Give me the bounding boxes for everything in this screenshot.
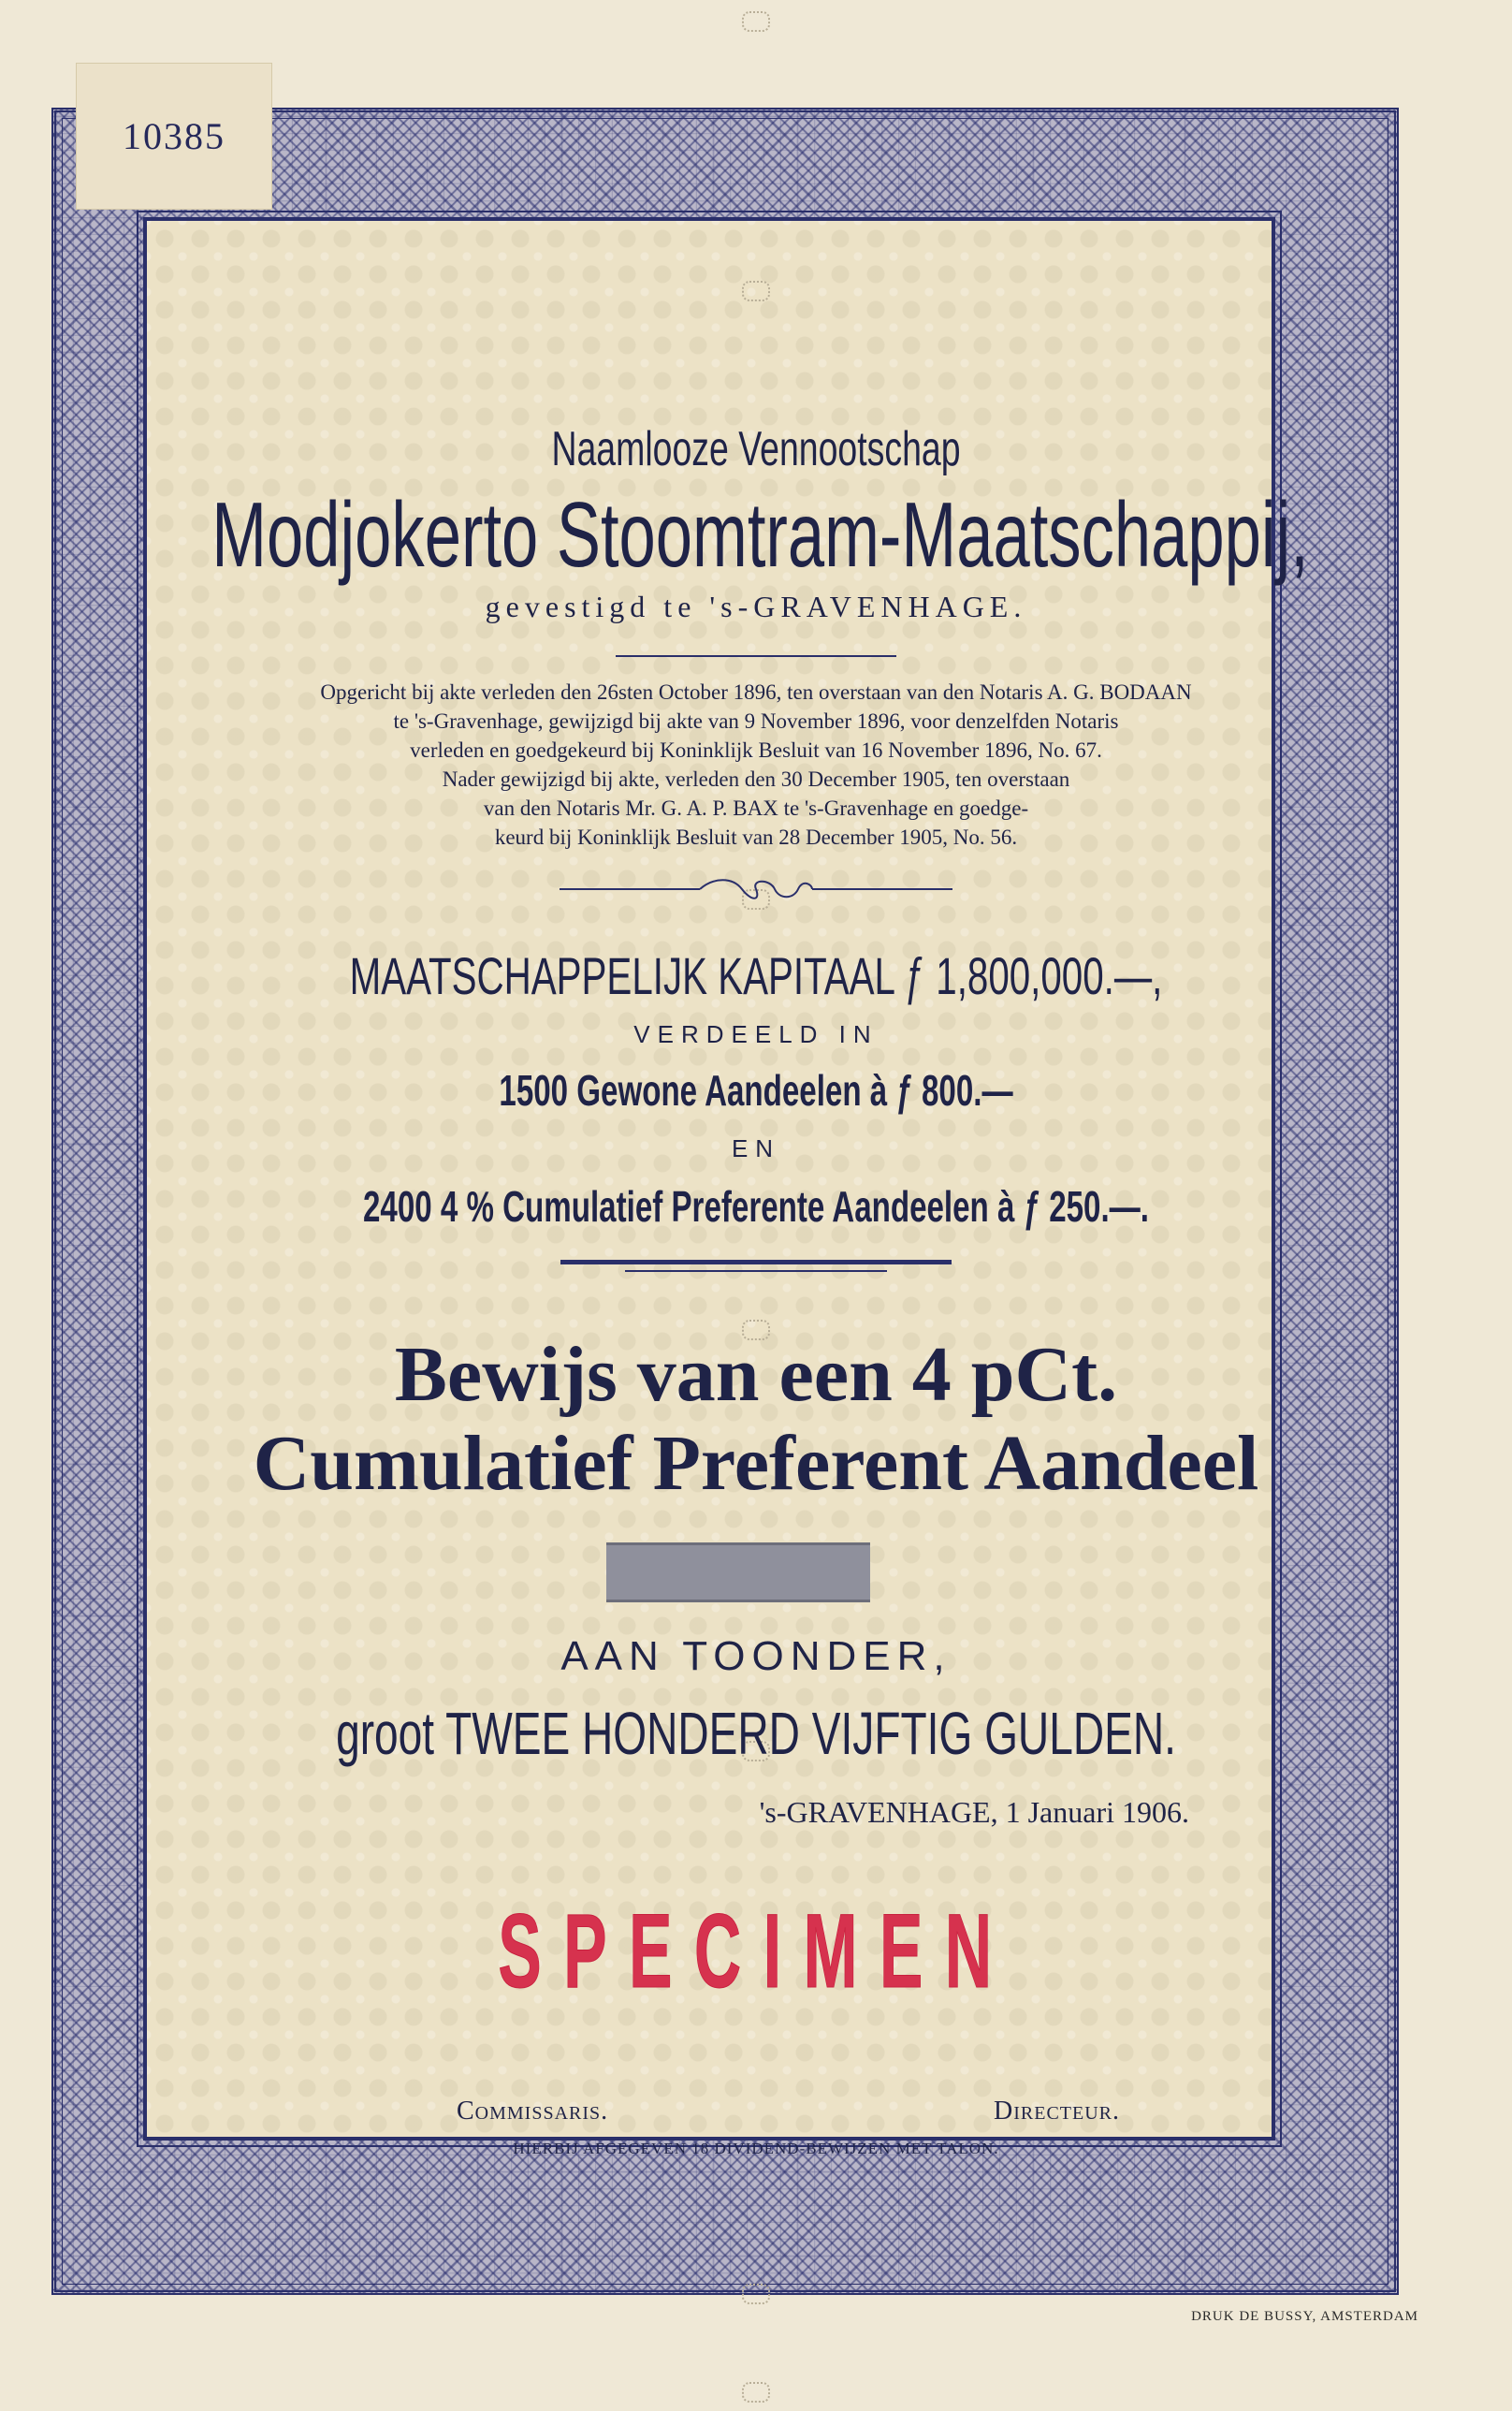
divider-rule (625, 1270, 887, 1272)
punch-mark (742, 2284, 770, 2304)
founding-line: Opgericht bij akte verleden den 26sten October 1896, ten overstaan van den Notaris A. G. BODAAN (320, 680, 1192, 704)
signature-commissaris: Commissaris. (457, 2097, 609, 2126)
company-name: Modjokerto Stoomtram-Maatschappij, (211, 483, 1309, 586)
divider-rule (616, 655, 896, 657)
certificate-title-line2: Cumulatief Preferent Aandeel (253, 1420, 1259, 1507)
signature-directeur: Directeur. (994, 2097, 1120, 2126)
founding-line: keurd bij Koninklijk Besluit van 28 December 1905, No. 56. (494, 826, 1018, 849)
punch-mark (742, 11, 770, 32)
serial-number: 10385 (77, 64, 271, 209)
company-type: Naamlooze Vennootschap (551, 422, 961, 476)
punch-mark (742, 2382, 770, 2403)
redacted-number-field (606, 1542, 870, 1602)
place-date: 's-GRAVENHAGE, 1 Januari 1906. (759, 1795, 1189, 1829)
capital-divided: VERDEELD IN (633, 1020, 879, 1048)
dividend-footnote: HIERBIJ AFGEGEVEN 18 DIVIDEND-BEWIJZEN MET TALON. (513, 2140, 999, 2157)
ornament-divider (560, 875, 952, 903)
company-seat: gevestigd te 's-GRAVENHAGE. (485, 590, 1027, 623)
capital-line: MAATSCHAPPELIJK KAPITAAL ƒ 1,800,000.—, (349, 946, 1163, 1005)
ordinary-shares: 1500 Gewone Aandeelen à ƒ 800.— (499, 1066, 1013, 1115)
certificate-title-line1: Bewijs van een 4 pCt. (394, 1331, 1118, 1418)
founding-line: verleden en goedgekeurd bij Koninklijk Besluit van 16 November 1896, No. 67. (410, 738, 1102, 762)
specimen-stamp: SPECIMEN (498, 1892, 1014, 2009)
divider-rule (560, 1260, 952, 1264)
founding-line: Nader gewijzigd bij akte, verleden den 30 December 1905, ten overstaan (442, 767, 1070, 791)
preferred-shares: 2400 4 % Cumulatief Preferente Aandeelen à ƒ 250.—. (362, 1182, 1150, 1231)
nominal-amount: groot TWEE HONDERD VIJFTIG GULDEN. (336, 1700, 1176, 1767)
printer-imprint: DRUK DE BUSSY, AMSTERDAM (1191, 2309, 1418, 2324)
founding-line: van den Notaris Mr. G. A. P. BAX te 's-Gravenhage en goedge- (483, 796, 1029, 820)
bearer-label: AAN TOONDER, (560, 1633, 952, 1679)
punch-mark (742, 281, 770, 301)
capital-and: EN (731, 1134, 781, 1162)
founding-line: te 's-Gravenhage, gewijzigd bij akte van 9 November 1896, voor denzelfden Notaris (393, 709, 1119, 733)
